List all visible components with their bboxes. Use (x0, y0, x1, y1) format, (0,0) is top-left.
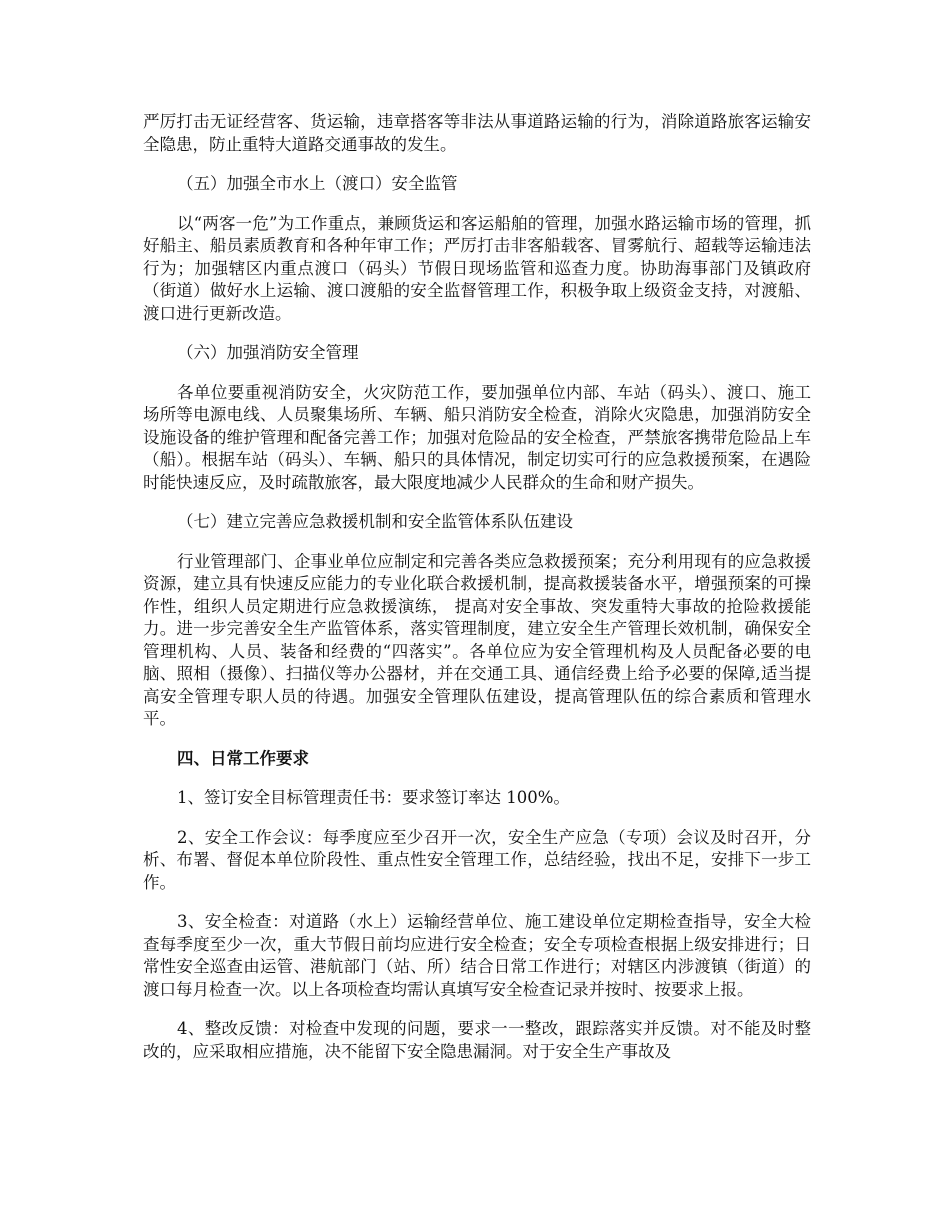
section-heading-6: （六）加强消防安全管理 (177, 343, 359, 362)
section-heading-7: （七）建立完善应急救援机制和安全监管体系队伍建设 (177, 512, 573, 531)
section-heading-5: （五）加强全市水上（渡口）安全监管 (177, 174, 458, 193)
list-item-3: 3、安全检查：对道路（水上）运输经营单位、施工建设单位定期检查指导，安全大检查每季度至少一次，重大节假日前均应进行安全检查；安全专项检查根据上级安排进行；日常性安全巡查由运管、港航部门（站、所）结合日常工作进行；对辖区内涉渡镇（街道）的渡口每月检查一次。以上各项检查均需认真填写安全检查记录并按时、按要求上报。 (143, 912, 811, 999)
document-page (143, 111, 811, 1080)
list-item-4: 4、整改反馈：对检查中发现的问题，要求一一整改，跟踪落实并反馈。对不能及时整改的，应采取相应措施，决不能留下安全隐患漏洞。对于安全生产事故及 (143, 1019, 811, 1061)
chapter-heading-4: 四、日常工作要求 (177, 748, 309, 768)
list-item-1: 1、签订安全目标管理责任书：要求签订率达 100%。 (177, 788, 570, 807)
paragraph: 各单位要重视消防安全，火灾防范工作，要加强单位内部、车站（码头）、渡口、施工场所等电源电线、人员聚集场所、车辆、船只消防安全检查，消除火灾隐患，加强消防安全设施设备的维护管理和配备完善工作；加强对危险品的安全检查，严禁旅客携带危险品上车（船）。根据车站（码头）、车辆、船只的具体情况，制定切实可行的应急救援预案，在遇险时能快速反应，及时疏散旅客，最大限度地减少人民群众的生命和财产损失。 (143, 382, 811, 492)
paragraph-continuation: 严厉打击无证经营客、货运输，违章搭客等非法从事道路运输的行为，消除道路旅客运输安全隐患，防止重特大道路交通事故的发生。 (143, 112, 811, 154)
paragraph: 行业管理部门、企事业单位应制定和完善各类应急救援预案；充分利用现有的应急救援资源，建立具有快速反应能力的专业化联合救援机制，提高救援装备水平，增强预案的可操作性，组织人员定期进行应急救援演练， 提高对安全事故、突发重特大事故的抢险救援能力。进一步完善安全生产监管体系，落实管理制度，建立安全生产管理长效机制，确保安全管理机构、人员、装备和经费的“四落实”。各单位应为安全管理机构及人员配备必要的电脑、照相（摄像）、扫描仪等办公器材，并在交通工具、通信经费上给予必要的保障,适当提高安全管理专职人员的待遇。加强安全管理队伍建设，提高管理队伍的综合素质和管理水平。 (143, 551, 811, 728)
list-item-2: 2、安全工作会议：每季度应至少召开一次，安全生产应急（专项）会议及时召开，分析、布署、督促本单位阶段性、重点性安全管理工作，总结经验，找出不足，安排下一步工作。 (143, 827, 811, 892)
paragraph: 以“两客一危”为工作重点，兼顾货运和客运船舶的管理，加强水路运输市场的管理，抓好船主、船员素质教育和各种年审工作；严厉打击非客船载客、冒雾航行、超载等运输违法行为；加强辖区内重点渡口（码头）节假日现场监管和巡查力度。协助海事部门及镇政府（街道）做好水上运输、渡口渡船的安全监督管理工作，积极争取上级资金支持，对渡船、渡口进行更新改造。 (143, 213, 811, 323)
